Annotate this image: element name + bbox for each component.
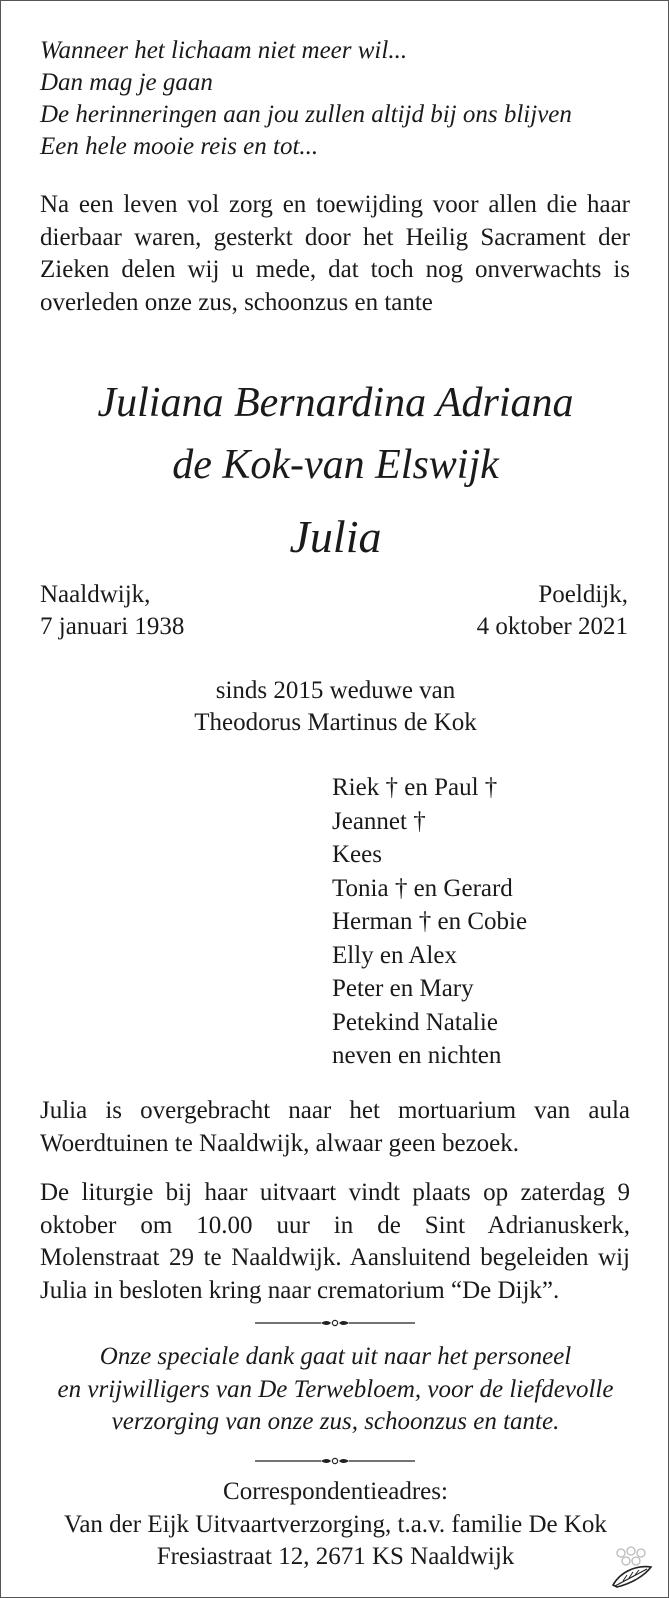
family-member: Elly en Alex: [332, 941, 457, 969]
correspondence-address: [1, 1476, 669, 1574]
family-list: [332, 771, 527, 1073]
family-member: Petekind Natalie: [332, 1008, 498, 1036]
widow-info: [1, 675, 669, 739]
birth-place: Naaldwijk,: [40, 581, 151, 608]
intro-text: Na een leven vol zorg en toewijding voor allen die haar dierbaar waren, gesterkt door het Heilig Sacrament der Zieken delen wij u mede, dat toch nog onverwachts is overleden onze zus, schoonzus en tante: [40, 191, 630, 316]
deceased-full-name: Juliana Bernardina Adriana: [97, 380, 574, 426]
family-member: Herman † en Cobie: [332, 908, 528, 935]
thanks-line: en vrijwilligers van De Terwebloem, voor de liefdevolle: [57, 1375, 614, 1403]
family-member: Peter en Mary: [332, 975, 474, 1002]
liturgy-text: De liturgie bij haar uitvaart vindt plaats op zaterdag 9 oktober om 10.00 uur in de Sint Adrianuskerk, Molenstraat 29 te Naaldwijk. Aansluitend begeleiden wij Julia in besloten kring naar crematorium “De Dijk”.: [40, 1179, 630, 1304]
poem-line: De herinneringen aan jou zullen altijd bij ons blijven: [40, 101, 572, 128]
thanks-line: verzorging van onze zus, schoonzus en tante.: [111, 1408, 560, 1435]
correspondence-line: Fresiastraat 12, 2671 KS Naaldwijk: [156, 1543, 515, 1570]
birth-date: 7 januari 1938: [40, 613, 185, 640]
correspondence-heading: Correspondentieadres:: [223, 1478, 448, 1505]
deceased-call-name: Julia: [289, 511, 382, 562]
poem-line: Een hele mooie reis en tot...: [40, 133, 319, 160]
divider-ornament-icon: [255, 1317, 415, 1329]
family-member: neven en nichten: [332, 1042, 502, 1069]
family-member: Jeannet †: [332, 807, 426, 835]
deceased-surname: de Kok-van Elswijk: [172, 442, 499, 488]
mortuary-text: Julia is overgebracht naar het mortuarium van aula Woerdtuinen te Naaldwijk, alwaar geen bezoek.: [40, 1097, 630, 1157]
correspondence-line: Van der Eijk Uitvaartverzorging, t.a.v. familie De Kok: [64, 1510, 607, 1538]
spouse-name: Theodorus Martinus de Kok: [194, 709, 477, 736]
family-member: Tonia † en Gerard: [332, 874, 513, 902]
widow-line: sinds 2015 weduwe van: [215, 677, 456, 704]
death-date: 4 oktober 2021: [476, 613, 628, 640]
family-member: Kees: [332, 841, 382, 868]
divider-ornament-icon: [255, 1455, 415, 1467]
poem: [40, 35, 640, 163]
feather-logo-icon: [607, 1545, 655, 1591]
death-place: Poeldijk,: [538, 581, 628, 608]
thanks-text: [1, 1341, 669, 1439]
poem-line: Wanneer het lichaam niet meer wil...: [40, 37, 408, 64]
family-member: Riek † en Paul †: [332, 774, 498, 801]
thanks-line: Onze speciale dank gaat uit naar het personeel: [99, 1343, 572, 1370]
birth-info: [40, 579, 184, 643]
death-info: [477, 579, 628, 643]
poem-line: Dan mag je gaan: [40, 69, 213, 96]
